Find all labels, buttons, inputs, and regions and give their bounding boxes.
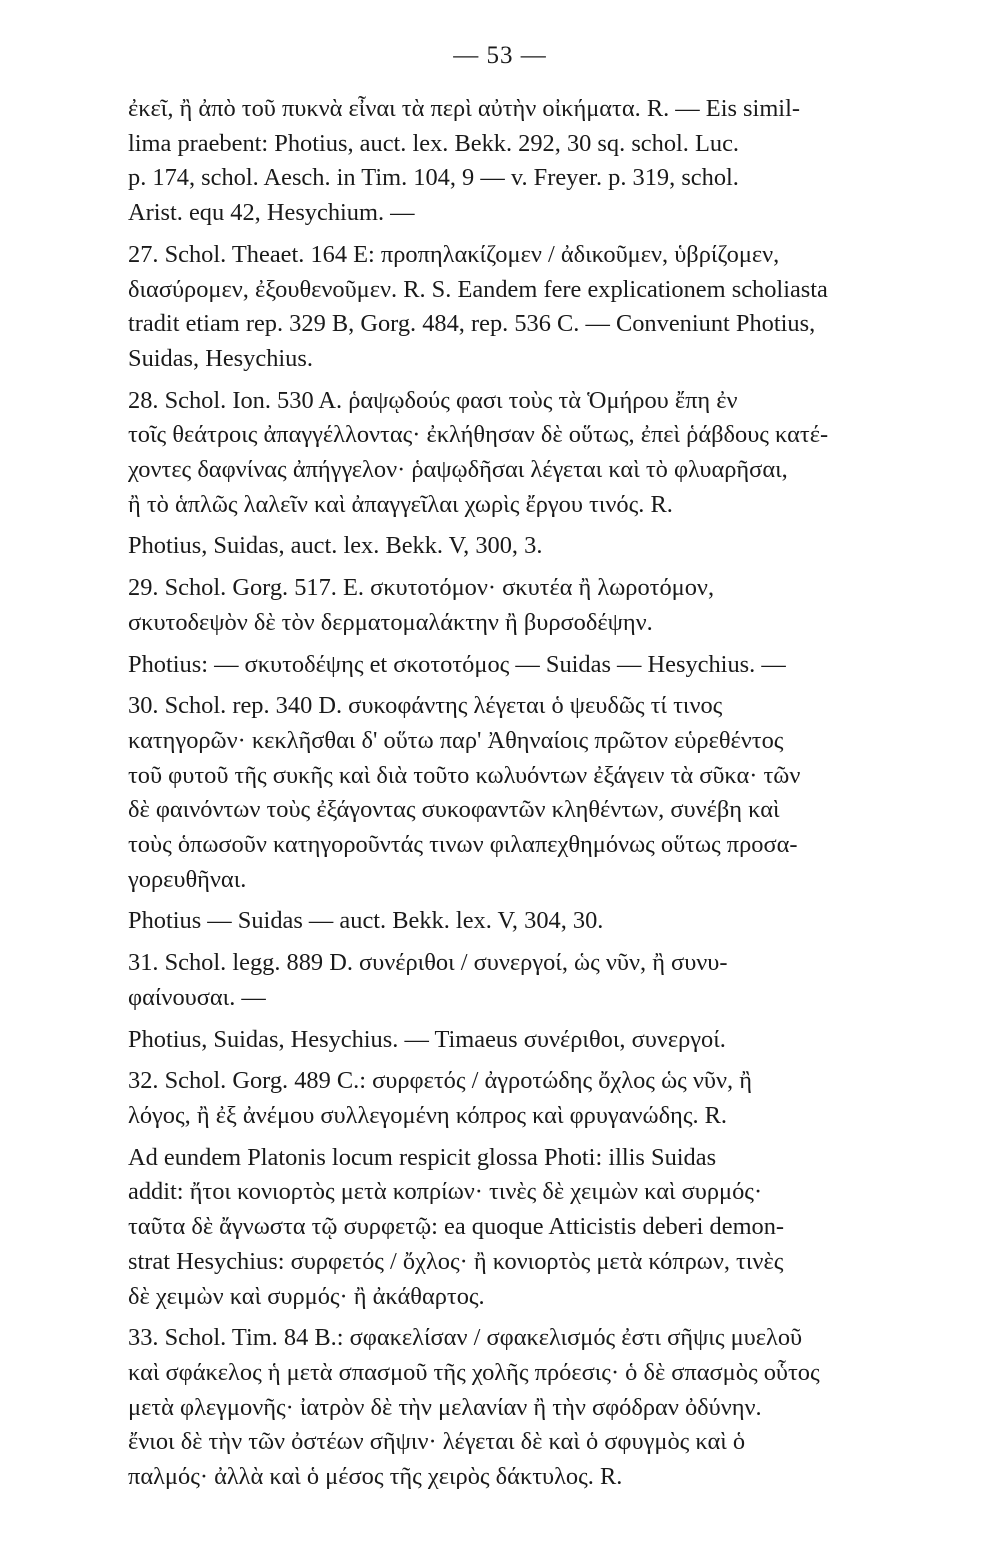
text-line: Ad eundem Platonis locum respicit glossa Photi: illis Suidas (128, 1143, 717, 1171)
text-line: Photius: — σκυτοδέψης et σκοτοτόμος — Suidas — Hesychius. — (128, 650, 786, 678)
text-line: χοντες δαφνίνας ἀπήγγελον· ῥαψῳδῆσαι λέγεται καὶ τὸ φλυαρῆσαι, (128, 456, 788, 484)
text-line: δὲ φαινόντων τοὺς ἐξάγοντας συκοφαντῶν κληθέντων, συνέβη καὶ (128, 796, 780, 824)
text-line: tradit etiam rep. 329 B, Gorg. 484, rep. 536 C. — Conveniunt Photius, (128, 310, 816, 338)
text-line: Photius — Suidas — auct. Bekk. lex. V, 304, 30. (128, 907, 604, 935)
text-line: παλμός· ἀλλὰ καὶ ὁ μέσος τῆς χειρὸς δάκτυλος. R. (128, 1463, 623, 1491)
text-line: κατηγορῶν· κεκλῆσθαι δ' οὕτω παρ' Ἀθηναίοις πρῶτον εὑρεθέντος (128, 726, 784, 754)
text-line: addit: ἤτοι κονιορτὸς μετὰ κοπρίων· τινὲς δὲ χειμὼν καὶ συρμός· (128, 1178, 763, 1206)
text-line: καὶ σφάκελος ἡ μετὰ σπασμοῦ τῆς χολῆς πρόεσις· ὁ δὲ σπασμὸς οὗτος (128, 1358, 820, 1386)
text-line: σκυτοδεψὸν δὲ τὸν δερματομαλάκτην ἢ βυρσοδέψην. (128, 608, 653, 636)
text-line: μετὰ φλεγμονῆς· ἰατρὸν δὲ τὴν μελανίαν ἢ τὴν σφόδραν ὀδύνην. (128, 1393, 762, 1421)
text-line: lima praebent: Photius, auct. lex. Bekk. 292, 30 sq. schol. Luc. (128, 129, 740, 157)
text-line: 28. Schol. Ion. 530 A. ῥαψῳδούς φασι τοὺς τὰ Ὁμήρου ἔπη ἐν (128, 386, 738, 414)
text-line: λόγος, ἢ ἐξ ἀνέμου συλλεγομένη κόπρος καὶ φρυγανώδης. R. (128, 1101, 728, 1129)
text-line: 29. Schol. Gorg. 517. E. σκυτοτόμον· σκυτέα ἢ λωροτόμον, (128, 574, 715, 602)
text-line: δὲ χειμὼν καὶ συρμός· ἢ ἀκάθαρτος. (128, 1282, 485, 1310)
text-line: ἢ τὸ ἁπλῶς λαλεῖν καὶ ἀπαγγεῖλαι χωρὶς ἔργου τινός. R. (128, 490, 673, 518)
text-line: 31. Schol. legg. 889 D. συνέριθοι / συνεργοί, ὡς νῦν, ἢ συνυ- (128, 949, 728, 977)
text-line: τοῦ φυτοῦ τῆς συκῆς καὶ διὰ τοῦτο κωλυόντων ἐξάγειν τὰ σῦκα· τῶν (128, 761, 801, 789)
text-line: διασύρομεν, ἐξουθενοῦμεν. R. S. Eandem fere explicationem scholiasta (128, 275, 828, 303)
text-line: Photius, Suidas, Hesychius. — Timaeus συνέριθοι, συνεργοί. (128, 1025, 726, 1053)
text-line: γορευθῆναι. (128, 865, 247, 893)
text-line: Photius, Suidas, auct. lex. Bekk. V, 300, 3. (128, 532, 543, 560)
text-line: Arist. equ 42, Hesychium. — (128, 199, 415, 227)
text-line: ταῦτα δὲ ἄγνωστα τῷ συρφετῷ: ea quoque Atticistis deberi demon- (128, 1213, 785, 1241)
text-line: ἐκεῖ, ἢ ἀπὸ τοῦ πυκνὰ εἶναι τὰ περὶ αὐτὴν οἰκήματα. R. — Eis simil- (128, 95, 800, 122)
text-line: τοῖς θεάτροις ἀπαγγέλλοντας· ἐκλήθησαν δὲ οὕτως, ἐπεὶ ῥάβδους κατέ- (128, 421, 829, 449)
text-line: p. 174, schol. Aesch. in Tim. 104, 9 — v. Freyer. p. 319, schol. (128, 164, 739, 192)
text-line: τοὺς ὁπωσοῦν κατηγοροῦντάς τινων φιλαπεχθημόνως οὕτως προσα- (128, 831, 798, 859)
text-line: 32. Schol. Gorg. 489 C.: συρφετός / ἀγροτώδης ὄχλος ὡς νῦν, ἢ (128, 1067, 752, 1095)
page-body (128, 92, 892, 1495)
text-line: ἔνιοι δὲ τὴν τῶν ὀστέων σῆψιν· λέγεται δὲ καὶ ὁ σφυγμὸς καὶ ὁ (128, 1428, 746, 1456)
page-number: — 53 — (453, 42, 547, 69)
text-line: 30. Schol. rep. 340 D. συκοφάντης λέγεται ὁ ψευδῶς τί τινος (128, 692, 723, 720)
text-line: strat Hesychius: συρφετός / ὄχλος· ἢ κονιορτὸς μετὰ κόπρων, τινὲς (128, 1247, 784, 1275)
text-line: φαίνουσαι. — (128, 983, 266, 1011)
text-line: 33. Schol. Tim. 84 B.: σφακελίσαν / σφακελισμός ἐστι σῆψις μυελοῦ (128, 1324, 803, 1352)
text-line: Suidas, Hesychius. (128, 344, 313, 372)
text-line: 27. Schol. Theaet. 164 E: προπηλακίζομεν / ἀδικοῦμεν, ὑβρίζομεν, (128, 240, 780, 268)
